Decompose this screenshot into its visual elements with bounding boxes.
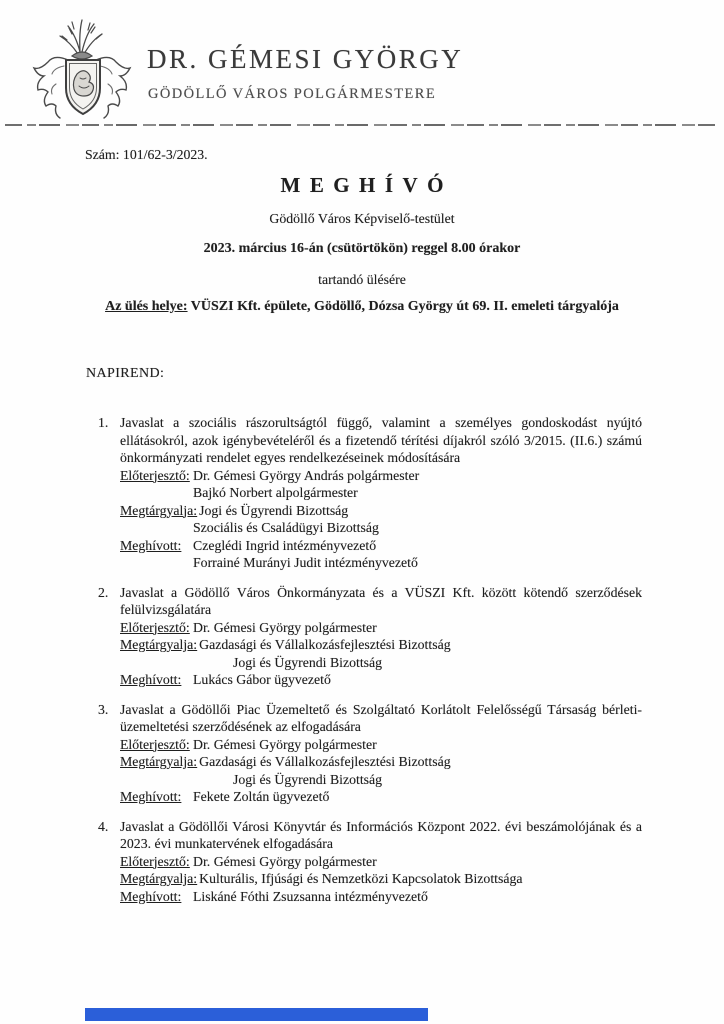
- detail-label: [120, 484, 191, 502]
- detail-row: [120, 788, 642, 806]
- agenda-item: [86, 584, 642, 689]
- meeting-location-text: VÜSZI Kft. épülete, Gödöllő, Dózsa György út 69. II. emeleti tárgyalója: [190, 299, 619, 314]
- detail-row: [120, 654, 642, 672]
- detail-label: Megtárgyalja:: [120, 754, 198, 769]
- agenda-item-number: 1.: [98, 415, 109, 430]
- detail-label: Meghívott:: [120, 672, 182, 687]
- detail-value: Dr. Gémesi György polgármester: [193, 619, 377, 635]
- agenda-item: [86, 818, 642, 906]
- detail-row: [120, 619, 642, 637]
- detail-row: [120, 636, 642, 654]
- document-title: MEGHÍVÓ: [280, 173, 453, 197]
- meeting-type-line: tartandó ülésére: [318, 272, 406, 287]
- detail-label: [120, 554, 191, 572]
- detail-row: [120, 888, 642, 906]
- detail-row: [120, 870, 642, 888]
- meeting-location-label: Az ülés helye:: [105, 299, 188, 314]
- detail-value: Jogi és Ügyrendi Bizottság: [233, 771, 383, 787]
- detail-value: Dr. Gémesi György polgármester: [193, 736, 377, 752]
- detail-value: Jogi és Ügyrendi Bizottság: [199, 502, 349, 518]
- detail-value: Szociális és Családügyi Bizottság: [193, 520, 379, 535]
- agenda-item-subject: Javaslat a Gödöllői Városi Könyvtár és Információs Központ 2022. évi beszámolójának és a 2023. évi munkatervének elfogadására: [120, 818, 642, 851]
- detail-label: Előterjesztő:: [120, 853, 190, 869]
- agenda-item-subject: Javaslat a szociális rászorultságtól függő, valamint a személyes gondoskodást nyújtó ellátásokról, azok igénybevételéről és a fizetendő térítési díjakról szóló 3/2015. (II.6.) számú önkormányzati rendelet egyes rendelkezéseinek módosítására: [120, 415, 642, 465]
- detail-row: [120, 736, 642, 754]
- detail-value: Gazdasági és Vállalkozásfejlesztési Bizottság: [199, 637, 451, 652]
- detail-row: [120, 853, 642, 871]
- detail-label: Megtárgyalja:: [120, 502, 198, 518]
- detail-row: [120, 502, 642, 520]
- agenda-item-number: 2.: [98, 584, 109, 600]
- detail-value: Forrainé Murányi Judit intézményvezető: [193, 555, 418, 570]
- agenda-item-number: 4.: [98, 818, 109, 834]
- council-name: Gödöllő Város Képviselő-testület: [269, 211, 455, 226]
- detail-row: [120, 519, 642, 537]
- mayor-title: GÖDÖLLŐ VÁROS POLGÁRMESTERE: [148, 86, 437, 102]
- detail-value: Liskáné Fóthi Zsuzsanna intézményvezető: [193, 888, 428, 904]
- agenda-item: [86, 701, 642, 806]
- detail-value: Dr. Gémesi György polgármester: [193, 853, 377, 869]
- footer-blue-bar: [85, 1008, 428, 1021]
- detail-label: Előterjesztő:: [120, 736, 190, 752]
- coat-of-arms-icon: [24, 14, 150, 126]
- detail-row: [120, 554, 642, 572]
- detail-label: Meghívott:: [120, 888, 182, 904]
- detail-label: Meghívott:: [120, 789, 182, 804]
- detail-value: Fekete Zoltán ügyvezető: [193, 789, 330, 804]
- detail-row: [120, 484, 642, 502]
- detail-value: Jogi és Ügyrendi Bizottság: [233, 654, 383, 670]
- detail-row: [120, 671, 642, 689]
- detail-label: Előterjesztő:: [120, 619, 190, 635]
- detail-value: Lukács Gábor ügyvezető: [193, 672, 331, 687]
- detail-label: [120, 519, 191, 537]
- agenda-item-subject: Javaslat a Gödöllői Piac Üzemeltető és Szolgáltató Korlátolt Felelősségű Társaság bérleti-üzemeltetési szerződésének az elfogadására: [120, 701, 642, 734]
- detail-label: Megtárgyalja:: [120, 871, 198, 886]
- detail-label: Előterjesztő:: [120, 467, 190, 483]
- detail-row: [120, 753, 642, 771]
- meeting-location: [0, 299, 724, 315]
- detail-value: Bajkó Norbert alpolgármester: [193, 485, 358, 500]
- detail-value: Dr. Gémesi György András polgármester: [193, 467, 420, 483]
- agenda-list: [86, 414, 642, 917]
- detail-row: [120, 537, 642, 555]
- detail-value: Kulturális, Ifjúsági és Nemzetközi Kapcsolatok Bizottsága: [199, 871, 523, 886]
- detail-value: Gazdasági és Vállalkozásfejlesztési Bizottság: [199, 754, 451, 769]
- agenda-item-subject: Javaslat a Gödöllő Város Önkormányzata és a VÜSZI Kft. között kötendő szerződések felülvizsgálatára: [120, 584, 642, 617]
- detail-label: [120, 654, 191, 672]
- agenda-item-number: 3.: [98, 701, 109, 717]
- detail-row: [120, 771, 642, 789]
- agenda-heading: NAPIREND:: [86, 366, 165, 381]
- meeting-datetime: 2023. március 16-án (csütörtökön) reggel 8.00 órakor: [203, 241, 521, 256]
- detail-value: Czeglédi Ingrid intézményvezető: [193, 537, 377, 553]
- mayor-name: DR. GÉMESI GYÖRGY: [147, 44, 464, 74]
- agenda-item: [86, 414, 642, 572]
- detail-label: [120, 771, 191, 789]
- reference-number: Szám: 101/62-3/2023.: [85, 147, 208, 162]
- detail-row: [120, 467, 642, 485]
- detail-label: Meghívott:: [120, 537, 182, 553]
- letterhead-divider: [5, 124, 719, 126]
- detail-label: Megtárgyalja:: [120, 637, 198, 652]
